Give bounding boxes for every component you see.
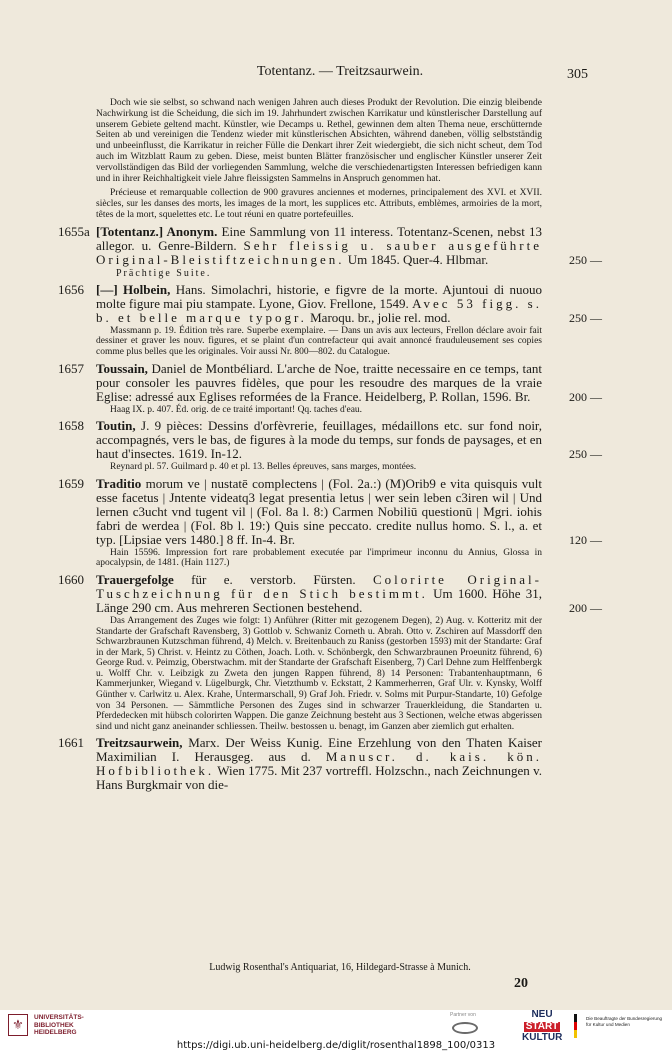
entry-note: Reynard pl. 57. Guilmard p. 40 et pl. 13. Belles épreuves, sans marges, montées. (110, 462, 417, 473)
entry-text: J. 9 pièces: Dessins d'orfèvrerie, feuillages, médaillons etc. sur fond noir, accompagnés, vers le bas, de figures à la mode du temps, sur fonds de paysages, et en haut d'insectes. 1619. In-12. (96, 418, 542, 462)
entry-price: 200 — (569, 389, 602, 404)
entry-number: 1660 (58, 571, 84, 587)
sheet-number: 20 (514, 976, 528, 991)
entry-price: 250 — (569, 310, 602, 325)
entry-note: Hain 15596. Impression fort rare probablement executée par l'imprimeur inconnu du Annius, Glossa in apocalypsin, de 1481. (Hain 1127.) (96, 547, 542, 569)
entry-note: Das Arrangement des Zuges wie folgt: 1) Anführer (Ritter mit gezogenem Degen), 2) Aug. v. Kotteritz mit der Standarte der Grafschaft Ravensberg, 3) Gottlob v. Schwaniz Corneth u. Abrah. Otto v. Zschiren auf Massdorff den Schwarzbraunen Kutzschman führend, 4) Melch. v. Breitenbauch zu Raniss (gestorben 1593) mit der Standarte: Graf in der Mark, 5) Christ. v. Heintz zu Cöthen, Joach. Loth. v. Schönbergk, den Schwarzbraunen Proeunitz führend, 6) George Rud. v. Peimzig, Oberstwachm. mit der Standarte der Grafschaft Eisenberg, 7) Carl Dehne zum Helffenbergk u. Wolff Chr. v. Leibzigk zu Zweta den jungen Rappen führend, 8) 14 Personen: Trabantenhauptmann, 6 Kammerjunker, Wiegand v. Lügelburgk, Chr. Vietzthumb v. Eckstatt, 2 Kammerherren, Graf Ulr. v. Kynsky, Wolff Günther v. Carlwitz u. Alex. Krahe, Untermarschall, 9) Graf Joh. Friedr. v. Solms mit Purpur-Standarte, 10) Gefolge von 34 Personen. — Sämmtliche Personen des Zuges sind in schwarzer Trauerkleidung, die Standarten u. Pferdedecken mit hübsch colorirten Wappen. Die ganze Zeichnung besteht aus 3 Sectionen, welche etwas abgerissen sind und nicht ganz aneinander schliessen. Theilw. bestossen u. benagt, im Ganzen aber ziemlich gut erhalten. (96, 615, 542, 732)
entry-heading: Toutin, (96, 418, 136, 434)
partner-logo-icon[interactable] (452, 1022, 478, 1034)
entry-heading: [Totentanz.] Anonym. (96, 223, 218, 239)
entry-number: 1661 (58, 735, 84, 751)
entry-subtitle: Prächtige Suite. (116, 267, 212, 279)
catalog-entry (58, 418, 602, 473)
entry-price: 250 — (569, 252, 602, 267)
entry-number: 1657 (58, 360, 84, 376)
catalog-content (58, 98, 602, 793)
entry-heading: Treitzsaurwein, (96, 735, 183, 751)
entry-text: für e. verstorb. Fürsten. (173, 571, 374, 587)
intro-section (96, 98, 542, 221)
entry-description (96, 225, 542, 267)
catalog-entry (58, 360, 602, 416)
publisher-footer: Ludwig Rosenthal's Antiquariat, 16, Hildegard-Strasse à Munich. (209, 962, 471, 973)
entry-spaced-text: Manuscr. d. kais. kön. Hofbibliothek. (96, 749, 542, 779)
entry-text: Marx. Der Weiss Kunig. Eine Erzehlung von den Thaten Kaiser Maximilian I. Herausgeg. aus d. (96, 735, 542, 765)
entry-tail-text: Um 1845. Quer-4. Hlbmar. (344, 251, 489, 267)
catalog-entry (58, 281, 602, 358)
page-number: 305 (567, 67, 588, 82)
entry-price: 120 — (569, 532, 602, 547)
entry-description (96, 736, 542, 792)
entry-note: Haag IX. p. 407. Éd. orig. de ce traité important! Qq. taches d'eau. (110, 404, 363, 415)
entry-description (96, 419, 542, 461)
entry-number: 1658 (58, 418, 84, 434)
entry-price: 250 — (569, 447, 602, 462)
entry-spaced-text: Avec 53 figg. s. b. et belle marque typogr. (96, 295, 542, 325)
entry-description (96, 477, 542, 547)
federal-eagle-icon (574, 1014, 584, 1040)
page-url[interactable]: https://digi.ub.uni-heidelberg.de/diglit/rosenthal1898_100/0313 (176, 1040, 496, 1051)
entry-number: 1656 (58, 281, 84, 297)
entry-text: Eine Sammlung von 11 interess. Totentanz-Scenen, nebst 13 allegor. u. Genre-Bildern. (96, 223, 542, 253)
catalog-entry (58, 735, 542, 793)
entry-note: Massmann p. 19. Édition très rare. Superbe exemplaire. — Dans un avis aux lecteurs, Frellon déclare avoir fait dessiner et graver les nouv. figures, et se plaint d'un contrefacteur qui avait annoncé frauduleusement ses copies comme plus belles que les originales. Voir aussi Nr. 800—802. du Catalogue. (96, 325, 542, 357)
entry-description (96, 362, 542, 404)
library-seal-icon: ⚜ (8, 1014, 28, 1036)
entry-heading: [—] Holbein, (96, 281, 171, 297)
entry-spaced-text: Colorirte Original-Tuschzeichnung für den Stich bestimmt. (96, 571, 543, 601)
entry-text: morum ve | nustatē complectens | (Fol. 2a.:) (M)Orib9 e vita quisquis vult esse facetus | Jntente videatq3 legat presentia letus | wer sein leben c3iren wil | Und lernen c3ucht vnd tugent vil | (Fol. 8a l. 8:) Carmen Nobiliū questionū | Mgri. iohis fabri de werdea | (Fol. 8b l. 19:) Quis sine peccato. credite nullus homo. S. l., a. et typ. [Lipsiae vers 1480.] 8 ff. In-4. Br. (96, 475, 542, 547)
entry-heading: Traditio (96, 475, 142, 491)
entry-heading: Toussain, (96, 360, 148, 376)
entry-description (96, 573, 542, 615)
entry-number: 1659 (58, 475, 84, 491)
entry-number: 1655a (58, 223, 90, 239)
entry-text: Hans. Simolachri, historie, e figvre de la morte. Ajuntoui di nuouo molte figure mai piu stampate. Lyone, Giov. Frellone, 1549. (96, 281, 542, 311)
entry-price: 200 — (569, 600, 602, 615)
library-name: UNIVERSITÄTS- BIBLIOTHEK HEIDELBERG (34, 1014, 84, 1036)
catalog-entry (58, 571, 602, 733)
intro-paragraph-german: Doch wie sie selbst, so schwand nach wenigen Jahren auch dieses Produkt der Revolution. Die einzig bleibende Nachwirkung ist die Scheidung, die sich im 19. Jahrhundert zwischen Karrikatur und künstlerischer Darstellung auf unserem Gebiete geltend macht. Künstler, wie Decamps u. Rethel, gewinnen dem alten Thema neue, erschütternde Seiten ab und vereinigen die Tendenz wieder mit künstlerischen Absichten, während daneben, völlig selbstständig und unbeeinflusst, die Karrikatur in reicher Fülle die Denkart ihrer Zeit wiedergiebt, die sich nicht scheut, dem Tod auch im Witzblatt Raum zu geben. Diese, meist bunten Blätter französischer und englischer Künstler unserer Zeit vervollständigen das Bild der vorliegenden Sammlung, welche die verschiedenartigsten Interessen befriedigen kann und in ihrer Reichhaltigkeit viele Jahre fleissigsten Sammelns in Anspruch genommen hat. (96, 98, 542, 184)
neustart-kultur-logo[interactable]: NEU START KULTUR (522, 1009, 563, 1043)
catalog-entries (58, 223, 602, 793)
intro-paragraph-french: Précieuse et remarquable collection de 900 gravures anciennes et modernes, principalement des XVI. et XVII. siècles, sur les danses des morts, les images de la mort, les supplices etc. Attributs, emblèmes, armoiries de la mort, têtes de la mort, squelettes etc. Le tout réuni en quatre portefeuilles. (96, 188, 542, 220)
bkm-text: Die Beauftragte der Bundesregierung für Kultur und Medien (586, 1016, 663, 1027)
catalog-entry (58, 475, 602, 569)
entry-heading: Trauergefolge (96, 571, 174, 587)
partner-label: Partner von (450, 1012, 476, 1018)
entry-tail-text: Maroqu. br., jolie rel. mod. (306, 309, 451, 325)
entry-text: Daniel de Montbéliard. L'arche de Noe, traitte necessaire en ce temps, tant pour consoler les pauvres fidèles, que pour les resoudre des marques de la vraie Eglise: adressé aux Eglises reformées de la France. Heidelberg, P. Rollan, 1596. Br. (96, 360, 542, 404)
entry-spaced-text: Sehr fleissig u. sauber ausgeführte Original-Bleistiftzeichnungen. (96, 237, 542, 267)
entry-description (96, 283, 542, 325)
catalog-entry (58, 223, 602, 279)
running-title: Totentanz. — Treitzsaurwein. (256, 64, 424, 79)
entry-tail-text: Um 1600. Höhe 31, Länge 290 cm. Aus mehreren Sectionen bestehend. (96, 585, 542, 615)
university-library-logo[interactable] (8, 1014, 108, 1038)
entry-tail-text: Wien 1775. Mit 237 vortreffl. Holzschn., nach Zeichnungen v. Hans Burgkmair von die- (96, 763, 542, 793)
